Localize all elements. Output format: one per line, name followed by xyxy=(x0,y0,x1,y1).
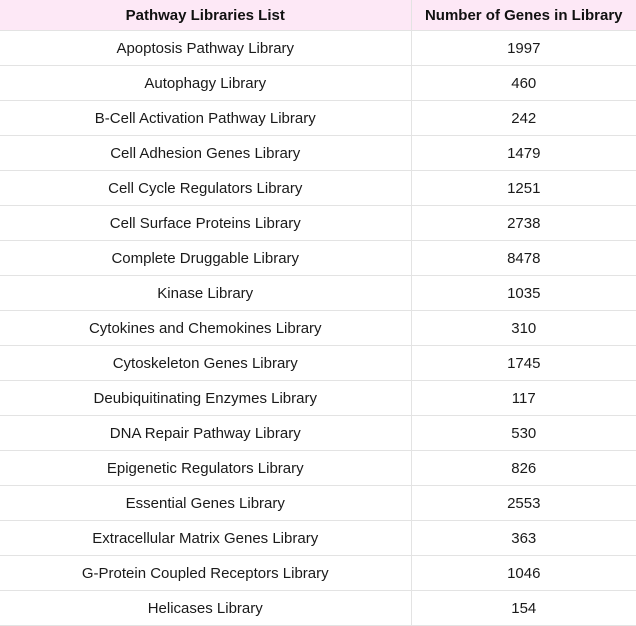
library-name-cell: Kinase Library xyxy=(0,276,411,311)
gene-count-cell: 1479 xyxy=(411,136,636,171)
header-gene-count: Number of Genes in Library xyxy=(411,0,636,31)
gene-count-cell: 460 xyxy=(411,66,636,101)
table-row xyxy=(0,101,636,136)
table-row xyxy=(0,486,636,521)
table-row xyxy=(0,416,636,451)
library-name-cell: Cell Cycle Regulators Library xyxy=(0,171,411,206)
library-name-cell: Cytokines and Chemokines Library xyxy=(0,311,411,346)
library-name-cell: B-Cell Activation Pathway Library xyxy=(0,101,411,136)
table-row xyxy=(0,451,636,486)
library-name-cell: G-Protein Coupled Receptors Library xyxy=(0,556,411,591)
library-name-cell: Apoptosis Pathway Library xyxy=(0,31,411,66)
library-name-cell: Epigenetic Regulators Library xyxy=(0,451,411,486)
library-name-cell: Essential Genes Library xyxy=(0,486,411,521)
table-row xyxy=(0,66,636,101)
gene-count-cell: 2553 xyxy=(411,486,636,521)
header-pathway-libraries: Pathway Libraries List xyxy=(0,0,411,31)
table-row xyxy=(0,206,636,241)
gene-count-cell: 242 xyxy=(411,101,636,136)
gene-count-cell: 310 xyxy=(411,311,636,346)
gene-count-cell: 363 xyxy=(411,521,636,556)
header-row xyxy=(0,0,636,31)
gene-count-cell: 1745 xyxy=(411,346,636,381)
table-row xyxy=(0,276,636,311)
library-name-cell: Autophagy Library xyxy=(0,66,411,101)
gene-count-cell: 8478 xyxy=(411,241,636,276)
table-row xyxy=(0,171,636,206)
table-row xyxy=(0,311,636,346)
gene-count-cell: 154 xyxy=(411,591,636,626)
table-row xyxy=(0,31,636,66)
gene-count-cell: 530 xyxy=(411,416,636,451)
library-name-cell: Extracellular Matrix Genes Library xyxy=(0,521,411,556)
table-row xyxy=(0,241,636,276)
library-name-cell: Deubiquitinating Enzymes Library xyxy=(0,381,411,416)
library-name-cell: Cell Surface Proteins Library xyxy=(0,206,411,241)
library-name-cell: Helicases Library xyxy=(0,591,411,626)
table-row xyxy=(0,556,636,591)
table-body xyxy=(0,31,636,626)
library-name-cell: Complete Druggable Library xyxy=(0,241,411,276)
table-row xyxy=(0,521,636,556)
table-row xyxy=(0,346,636,381)
library-name-cell: Cytoskeleton Genes Library xyxy=(0,346,411,381)
table-row xyxy=(0,591,636,626)
table-header xyxy=(0,0,636,31)
gene-count-cell: 117 xyxy=(411,381,636,416)
gene-count-cell: 826 xyxy=(411,451,636,486)
gene-count-cell: 1251 xyxy=(411,171,636,206)
gene-count-cell: 2738 xyxy=(411,206,636,241)
table-row xyxy=(0,136,636,171)
gene-count-cell: 1046 xyxy=(411,556,636,591)
gene-count-cell: 1997 xyxy=(411,31,636,66)
library-name-cell: Cell Adhesion Genes Library xyxy=(0,136,411,171)
library-name-cell: DNA Repair Pathway Library xyxy=(0,416,411,451)
gene-count-cell: 1035 xyxy=(411,276,636,311)
table-row xyxy=(0,381,636,416)
